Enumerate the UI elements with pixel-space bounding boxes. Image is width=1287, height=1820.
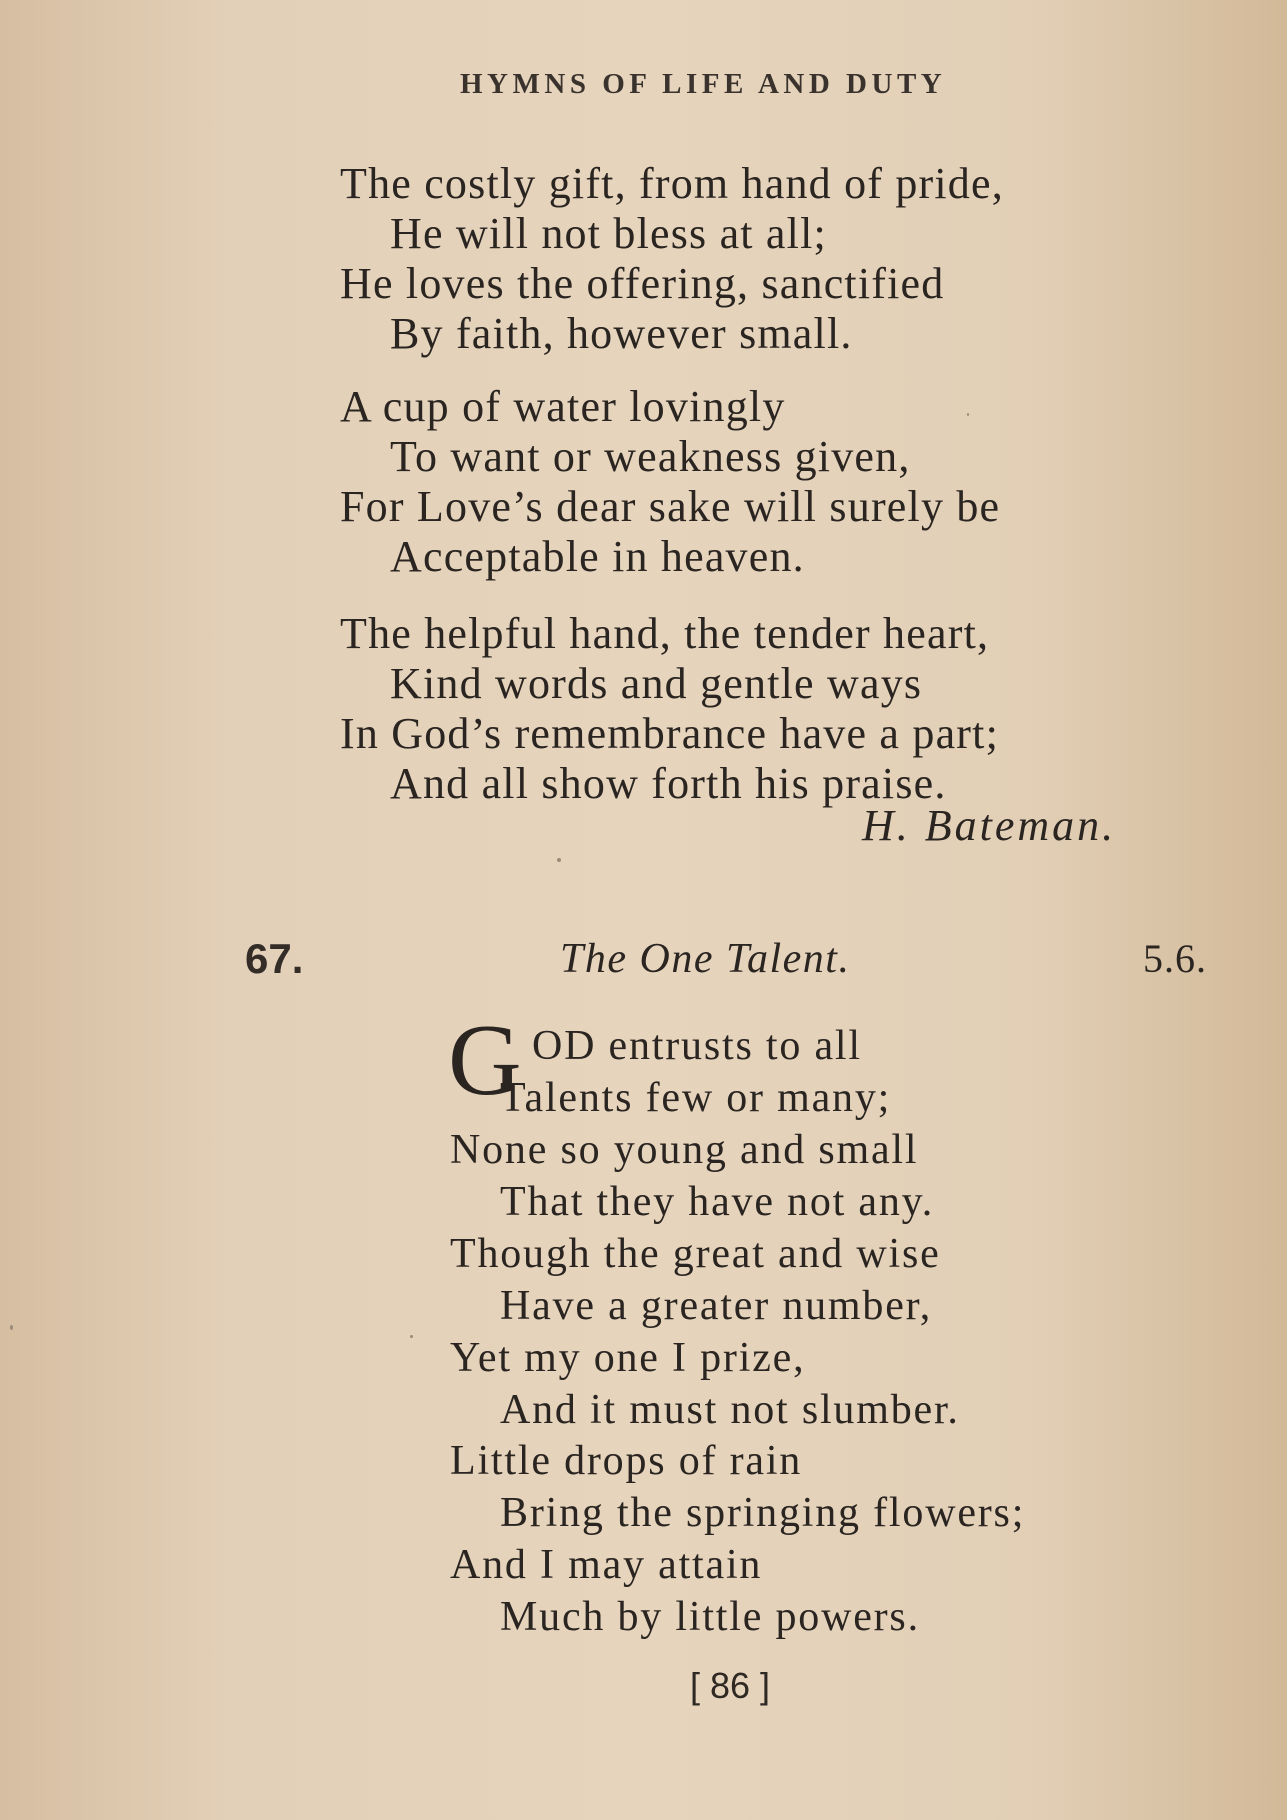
author-attribution: H. Bateman.	[862, 801, 1117, 850]
verse-line: Little drops of rain	[450, 1438, 803, 1484]
verse-line: Bring the springing flowers;	[500, 1490, 1026, 1536]
verse-line: And I may attain	[450, 1542, 763, 1588]
running-head: HYMNS OF LIFE AND DUTY	[460, 68, 947, 100]
verse-line: Kind words and gentle ways	[390, 659, 923, 708]
paper-speck	[967, 413, 969, 416]
verse-line: He loves the offering, sanctified	[340, 259, 945, 308]
page-number: [ 86 ]	[690, 1665, 771, 1706]
verse-line: Yet my one I prize,	[450, 1335, 806, 1381]
paper-speck	[10, 1325, 13, 1330]
verse-line: OD entrusts to all	[532, 1023, 862, 1069]
verse-line: A cup of water lovingly	[340, 382, 786, 431]
verse-line: Have a greater number,	[500, 1283, 933, 1329]
verse-line: Acceptable in heaven.	[390, 532, 805, 581]
hymn-meter: 5.6.	[1143, 936, 1207, 981]
verse-line: None so young and small	[450, 1127, 919, 1173]
verse-line: And all show forth his praise.	[390, 759, 947, 808]
verse-line: The costly gift, from hand of pride,	[340, 159, 1004, 208]
verse-line: In God’s remembrance have a part;	[340, 709, 999, 758]
verse-line: Much by little powers.	[500, 1594, 920, 1640]
verse-line: To want or weakness given,	[390, 432, 911, 481]
verse-line: Talents few or many;	[500, 1075, 892, 1121]
verse-line: Though the great and wise	[450, 1231, 941, 1277]
verse-line: By faith, however small.	[390, 309, 853, 358]
verse-line: He will not bless at all;	[390, 209, 827, 258]
hymn-number: 67.	[245, 935, 304, 982]
verse-line: For Love’s dear sake will surely be	[340, 482, 1001, 531]
hymn-title: The One Talent.	[560, 936, 851, 982]
verse-line: The helpful hand, the tender heart,	[340, 609, 990, 658]
paper-speck	[410, 1335, 413, 1338]
paper-speck	[557, 858, 561, 862]
verse-line: And it must not slumber.	[500, 1387, 960, 1433]
drop-cap: G	[448, 1004, 522, 1117]
verse-line: That they have not any.	[500, 1179, 935, 1225]
